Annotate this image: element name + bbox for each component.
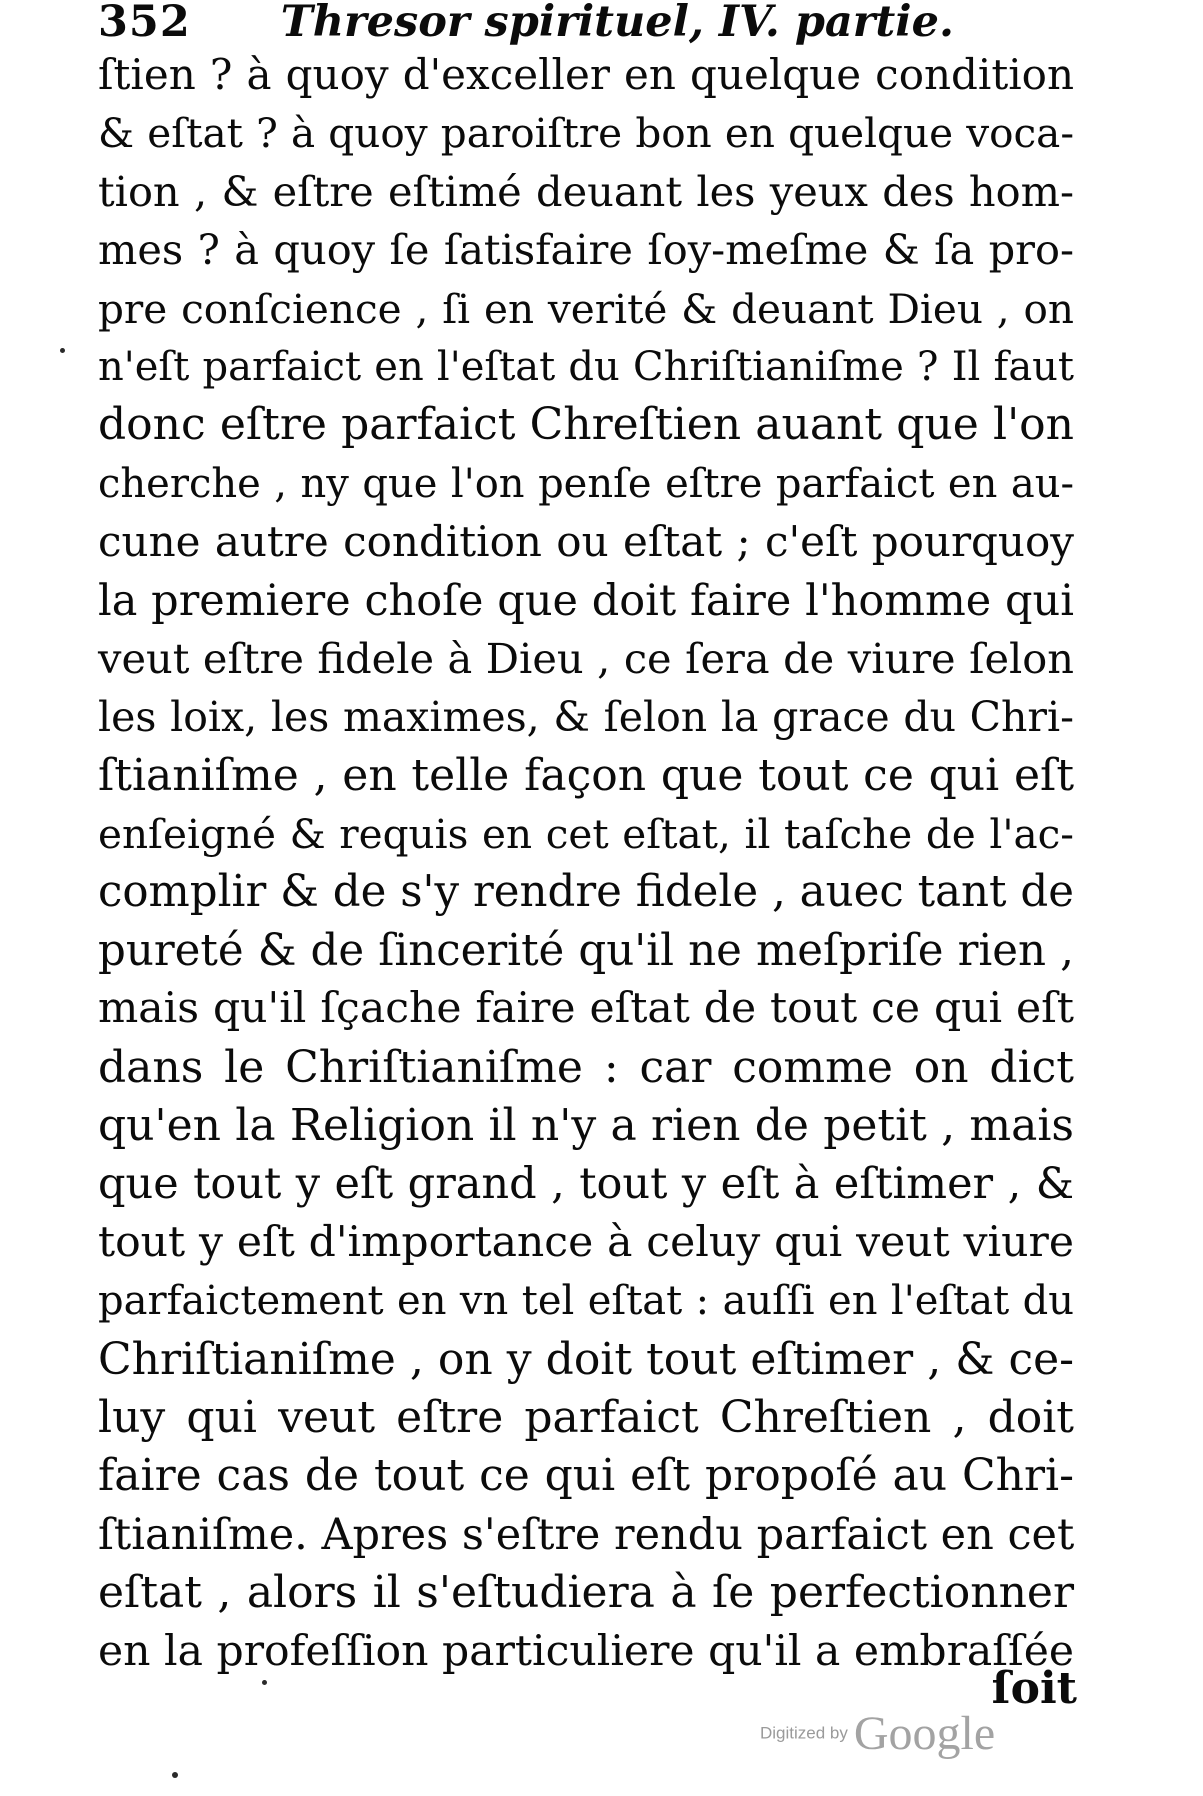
text-line: n'eſt parfaict en l'eſtat du Chriſtianiſme ? Il faut: [98, 343, 1074, 390]
text-line: veut eſtre fidele à Dieu , ce ſera de viure ſelon: [98, 633, 1074, 683]
ink-speck: [60, 348, 65, 353]
google-logo: Google: [853, 1707, 996, 1760]
ink-speck: [262, 1680, 267, 1685]
page-number: 352: [98, 0, 191, 47]
text-line: pureté & de ſincerité qu'il ne meſpriſe rien ,: [98, 925, 1074, 976]
text-line: que tout y eſt grand , tout y eſt à eſtimer , &: [98, 1159, 1074, 1210]
text-line: Chriſtianiſme , on y doit tout eſtimer , & ce-: [98, 1333, 1074, 1385]
text-line: parfaictement en vn tel eſtat : auſſi en l'eſtat du: [98, 1278, 1074, 1325]
text-line: eſtat , alors il s'eſtudiera à ſe perfectionner: [98, 1567, 1074, 1619]
watermark-prefix: Digitized by: [760, 1723, 848, 1743]
text-line: dans le Chriſtianiſme : car comme on dict: [98, 1041, 1074, 1093]
text-line: & eſtat ? à quoy paroiſtre bon en quelque voca-: [98, 109, 1074, 158]
text-line: ſtianiſme. Apres s'eſtre rendu parfaict en cet: [98, 1509, 1075, 1560]
text-line: enſeigné & requis en cet eſtat, il taſche de l'ac-: [98, 810, 1074, 859]
catchword: ſoit: [991, 1663, 1077, 1714]
digitized-watermark: [760, 1706, 995, 1766]
text-line: en la profeſſion particuliere qu'il a embraſſée: [98, 1626, 1074, 1676]
text-line: tout y eſt d'importance à celuy qui veut viure: [98, 1217, 1074, 1267]
ink-speck: [172, 1772, 178, 1778]
text-line: les loix, les maximes, & ſelon la grace du Chri-: [98, 693, 1074, 742]
text-line: ſtianiſme , en telle façon que tout ce qui eſt: [98, 749, 1074, 801]
text-line: cune autre condition ou eſtat ; c'eſt pourquoy: [98, 517, 1074, 567]
body-text: [98, 46, 1074, 1681]
text-line: complir & de s'y rendre fidele , auec tant de: [98, 867, 1074, 918]
text-line: mais qu'il ſçache faire eſtat de tout ce qui eſt: [98, 984, 1074, 1034]
text-line: pre conſcience , ſi en verité & deuant Dieu , on: [98, 284, 1074, 333]
running-title: Thresor spirituel, IV. partie.: [280, 0, 954, 47]
page-header: [98, 0, 1078, 47]
text-line: tion , & eſtre eſtimé deuant les yeux des hom-: [98, 166, 1074, 216]
text-line: faire cas de tout ce qui eſt propoſé au Chri-: [98, 1450, 1074, 1502]
text-line: cherche , ny que l'on penſe eſtre parfaict en au-: [98, 460, 1074, 507]
text-line: mes ? à quoy ſe ſatisfaire ſoy-meſme & ſa pro-: [98, 225, 1074, 275]
text-line: qu'en la Religion il n'y a rien de petit , mais: [98, 1100, 1074, 1152]
text-line: ſtien ? à quoy d'exceller en quelque condition: [98, 50, 1074, 99]
text-line: luy qui veut eſtre parfaict Chreſtien , doit: [98, 1391, 1074, 1443]
text-line: la premiere choſe que doit faire l'homme qui: [98, 575, 1074, 626]
text-line: donc eſtre parfaict Chreſtien auant que l'on: [98, 399, 1074, 451]
